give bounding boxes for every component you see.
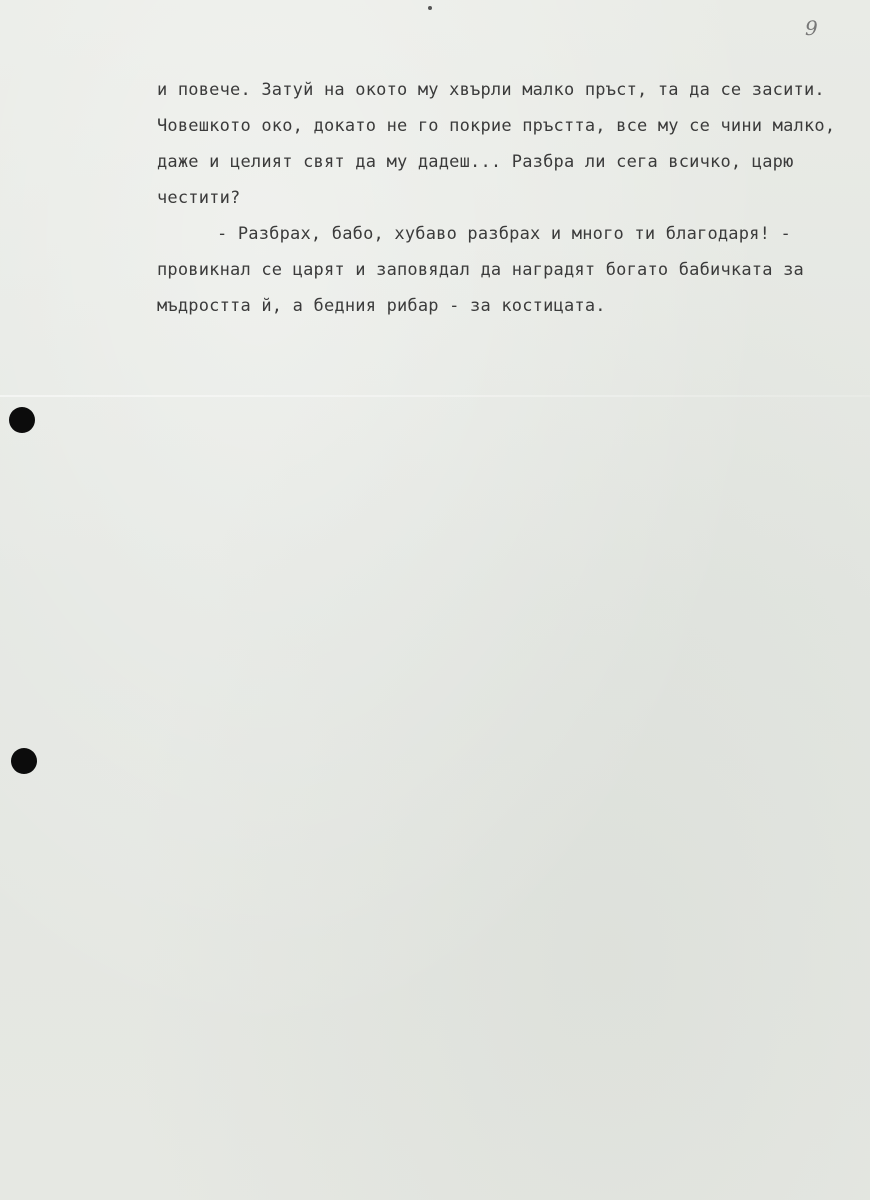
typed-text-body: [157, 72, 867, 324]
text-line: честити?: [157, 188, 241, 208]
text-line: провикнал се царят и заповядал да наградят богато бабичката за: [157, 260, 804, 280]
punch-hole-bottom: [11, 748, 37, 774]
paper-crease: [0, 395, 870, 397]
page-number: 9: [805, 16, 818, 40]
paper-speck: [428, 6, 432, 10]
punch-hole-top: [9, 407, 35, 433]
text-line: мъдростта й, а бедния рибар - за костицата.: [157, 296, 606, 316]
text-line: даже и целият свят да му дадеш... Разбра ли сега всичко, царю: [157, 152, 794, 172]
text-line: и повече. Затуй на окото му хвърли малко пръст, та да се засити.: [157, 80, 825, 100]
text-line-dialogue: - Разбрах, бабо, хубаво разбрах и много ти благодаря! -: [217, 224, 791, 244]
text-line: Човешкото око, докато не го покрие пръстта, все му се чини малко,: [157, 116, 836, 136]
